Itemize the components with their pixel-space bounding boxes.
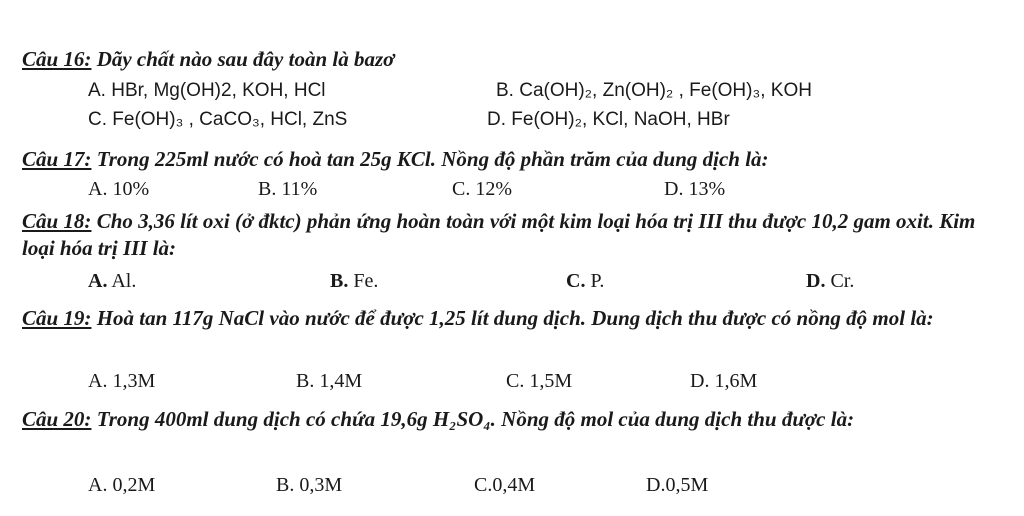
option-text: 1,6M [709,370,758,392]
question-16-option-c[interactable] [88,109,347,131]
option-label: D. [487,109,506,130]
option-label: C. [566,270,586,292]
option-text: 13% [683,178,726,200]
option-text: 1,4M [314,370,363,392]
question-18-text: Cho 3,36 lít oxi (ở đktc) phản ứng hoàn toàn với một kim loại hóa trị III thu được 10,2 gam oxit. Kim loại hóa trị III là: [22,209,976,260]
question-16-text: Dãy chất nào sau đây toàn là bazơ [91,47,395,71]
option-text: 10% [107,178,150,200]
option-label: C. [506,370,525,392]
question-17-number: Câu 17: [22,147,92,171]
question-18-option-c[interactable] [566,270,604,293]
option-label: A. [88,80,106,101]
question-16-stem [22,46,1004,73]
option-text: 0,2M [107,474,156,496]
question-19-option-c[interactable] [506,370,572,393]
option-text: Fe. [348,270,379,292]
question-17-option-b[interactable] [258,178,317,201]
question-19-number: Câu 19: [22,306,92,330]
option-label: B. [496,80,514,101]
option-label: D. [690,370,710,392]
question-18-option-d[interactable] [806,270,854,293]
option-text: 11% [276,178,318,200]
option-text: 12% [470,178,513,200]
question-17-option-d[interactable] [664,178,725,201]
question-18-option-b[interactable] [330,270,378,293]
question-19-option-a[interactable] [88,370,155,393]
question-20-option-c[interactable] [474,474,535,497]
option-label: B. [330,270,349,292]
option-label: A. [88,270,108,292]
option-text: 0,4M [492,474,536,496]
option-text: Cr. [825,270,855,292]
option-label: A. [88,178,108,200]
option-label: D. [664,178,684,200]
option-label: B. [258,178,277,200]
question-17-option-c[interactable] [452,178,512,201]
question-17-text: Trong 225ml nước có hoà tan 25g KCl. Nồng độ phần trăm của dung dịch là: [91,147,769,171]
question-19-stem [22,305,1004,332]
option-label: B. [276,474,295,496]
question-18-stem [22,208,1004,262]
option-label: A. [88,474,108,496]
question-19-option-b[interactable] [296,370,362,393]
option-label: B. [296,370,315,392]
option-label: D. [806,270,826,292]
question-18-option-a[interactable] [88,270,136,293]
option-text: Fe(OH)₂, KCl, NaOH, HBr [506,109,730,130]
option-label: D. [646,474,666,496]
question-17-stem [22,146,1004,173]
option-text: 1,5M [524,370,573,392]
option-text: Al. [107,270,137,292]
question-19-option-d[interactable] [690,370,757,393]
option-text: 0,3M [294,474,343,496]
question-19-text: Hoà tan 117g NaCl vào nước để được 1,25 lít dung dịch. Dung dịch thu được có nồng độ mol là: [91,306,934,330]
question-18-number: Câu 18: [22,209,92,233]
option-text: HBr, Mg(OH)2, KOH, HCl [105,80,326,101]
option-text: 1,3M [107,370,156,392]
question-20-option-b[interactable] [276,474,342,497]
option-label: C. [88,109,107,130]
question-16-option-a[interactable] [88,80,326,102]
question-20-option-d[interactable] [646,474,708,497]
question-20-text: Trong 400ml dung dịch có chứa 19,6g H₂SO₄. Nồng độ mol của dung dịch thu được là: [91,407,855,431]
question-20-number: Câu 20: [22,407,92,431]
question-20-option-a[interactable] [88,474,155,497]
option-label: C. [452,178,471,200]
option-text: 0,5M [665,474,709,496]
option-label: C. [474,474,493,496]
question-16-option-b[interactable] [496,80,812,102]
question-20-stem [22,406,1004,433]
option-label: A. [88,370,108,392]
question-16-option-d[interactable] [487,109,730,131]
option-text: P. [585,270,605,292]
question-16-number: Câu 16: [22,47,92,71]
option-text: Fe(OH)₃ , CaCO₃, HCl, ZnS [107,109,348,130]
option-text: Ca(OH)₂, Zn(OH)₂ , Fe(OH)₃, KOH [513,80,812,101]
question-17-option-a[interactable] [88,178,149,201]
